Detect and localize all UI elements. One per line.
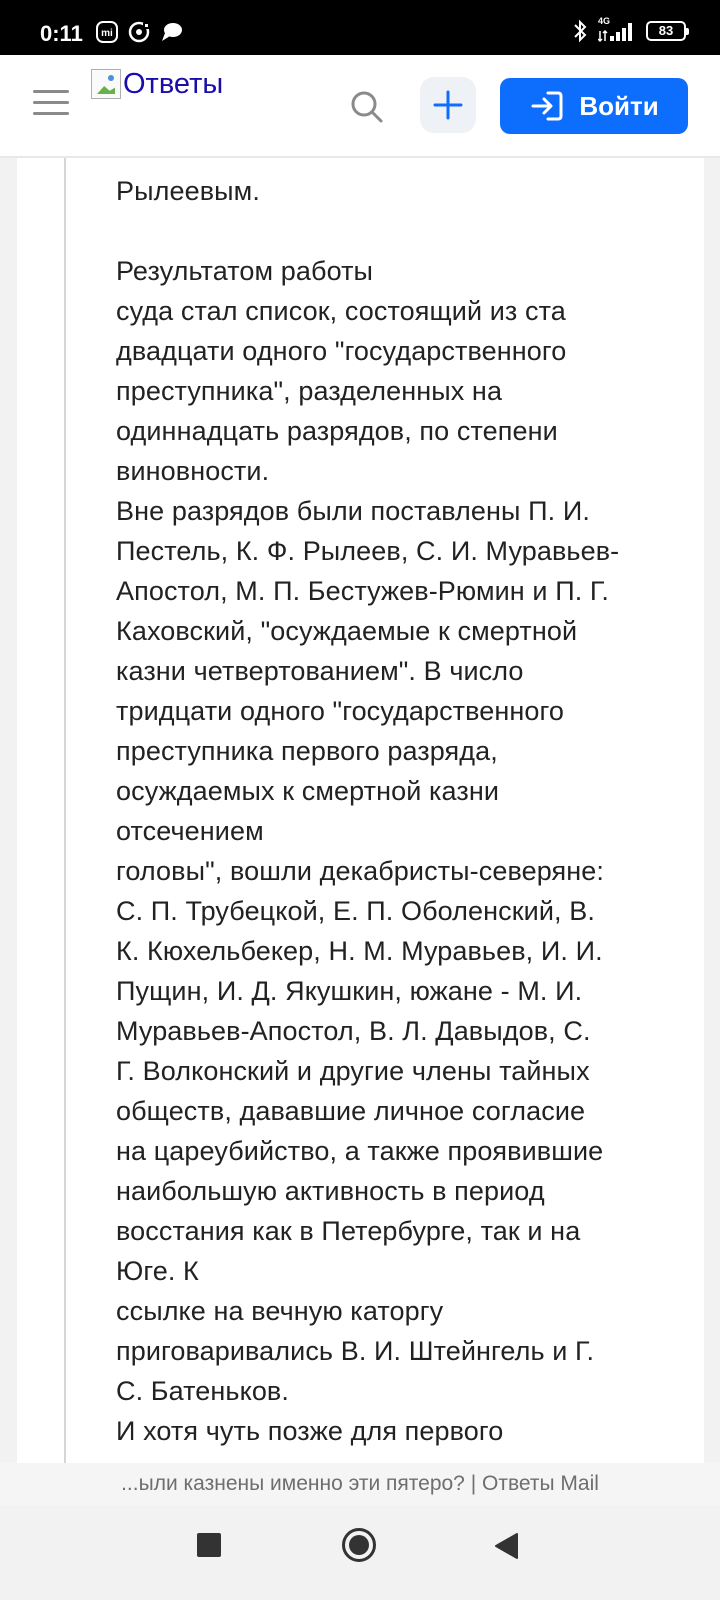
status-notification-icons <box>96 21 184 43</box>
answer-line: одиннадцать разрядов, по степени <box>116 416 558 446</box>
status-system-icons <box>572 16 686 43</box>
answer-line: Вне разрядов были поставлены П. И. <box>116 496 590 526</box>
answer-line: С. П. Трубецкой, Е. П. Оболенский, В. <box>116 896 595 926</box>
answer-line: на цареубийство, а также проявившие <box>116 1136 604 1166</box>
answer-line: Каховский, "осуждаемые к смертной <box>116 616 578 646</box>
circle-home-icon <box>341 1527 377 1563</box>
answer-line: Юге. К <box>116 1256 199 1286</box>
disc-icon <box>128 21 150 43</box>
ask-question-button[interactable] <box>420 77 476 133</box>
menu-line <box>33 101 69 104</box>
answer-line: Апостол, М. П. Бестужев-Рюмин и П. Г. <box>116 576 609 606</box>
login-button[interactable] <box>500 78 688 134</box>
recents-button[interactable] <box>196 1532 222 1563</box>
menu-line <box>33 90 69 93</box>
answer-line: головы", вошли декабристы-северяне: <box>116 856 604 886</box>
chat-icon <box>160 21 184 43</box>
answer-line: Пестель, К. Ф. Рылеев, С. И. Муравьев- <box>116 536 620 566</box>
status-bar <box>0 0 720 55</box>
plus-icon <box>420 77 476 133</box>
answer-line: Рылеевым. <box>116 176 260 206</box>
answer-line: Муравьев-Апостол, В. Л. Давыдов, С. <box>116 1016 591 1046</box>
answer-text <box>116 171 676 1451</box>
home-button[interactable] <box>341 1527 377 1568</box>
answer-line: приговаривались В. И. Штейнгель и Г. <box>116 1336 595 1366</box>
page-title-bar: ...ыли казнены именно эти пятеро? | Ответы Mail <box>0 1463 720 1505</box>
answer-line: преступника", разделенных на <box>116 376 503 406</box>
site-header <box>0 55 720 158</box>
answer-line: тридцати одного "государственного <box>116 696 565 726</box>
answer-line: суда стал список, состоящий из ста <box>116 296 566 326</box>
answer-line: наибольшую активность в период <box>116 1176 545 1206</box>
paragraph-gap <box>116 211 676 251</box>
broken-image-icon <box>91 69 121 99</box>
answer-line: К. Кюхельбекер, Н. М. Муравьев, И. И. <box>116 936 603 966</box>
answer-line: Пущин, И. Д. Якушкин, южане - М. И. <box>116 976 583 1006</box>
status-time: 0:11 <box>40 21 83 46</box>
battery-icon: 83 <box>646 21 686 41</box>
answer-line: двадцати одного "государственного <box>116 336 567 366</box>
answer-line: виновности. <box>116 456 270 486</box>
answer-line: казни четвертованием". В число <box>116 656 524 686</box>
search-icon <box>350 90 384 124</box>
search-button[interactable] <box>350 90 384 124</box>
answer-line: обществ, дававшие личное согласие <box>116 1096 586 1126</box>
answer-line: осуждаемых к смертной казни <box>116 776 500 806</box>
back-button[interactable] <box>493 1532 519 1565</box>
signal-icon <box>598 16 636 43</box>
answer-line: восстания как в Петербурге, так и на <box>116 1216 581 1246</box>
hamburger-menu-button[interactable] <box>33 90 69 120</box>
answer-line: И хотя чуть позже для первого <box>116 1416 504 1446</box>
system-nav-bar <box>0 1505 720 1600</box>
answer-line: ссылке на вечную каторгу <box>116 1296 444 1326</box>
logo-alt-text: Ответы <box>123 68 224 100</box>
bluetooth-icon <box>572 19 588 43</box>
square-icon <box>196 1532 222 1558</box>
answer-card <box>17 158 704 1463</box>
back-triangle-icon <box>493 1532 519 1560</box>
network-type: 4G <box>598 16 611 26</box>
answer-line: преступника первого разряда, <box>116 736 498 766</box>
answer-line: отсечением <box>116 816 264 846</box>
answer-line: С. Батеньков. <box>116 1376 289 1406</box>
quote-border <box>64 158 66 1463</box>
login-label: Войти <box>579 90 659 121</box>
answer-line: Результатом работы <box>116 256 374 286</box>
site-logo[interactable] <box>91 69 223 99</box>
answer-line: Г. Волконский и другие члены тайных <box>116 1056 590 1086</box>
mi-icon: mi <box>96 21 118 43</box>
login-icon <box>529 88 565 124</box>
menu-line <box>33 112 69 115</box>
